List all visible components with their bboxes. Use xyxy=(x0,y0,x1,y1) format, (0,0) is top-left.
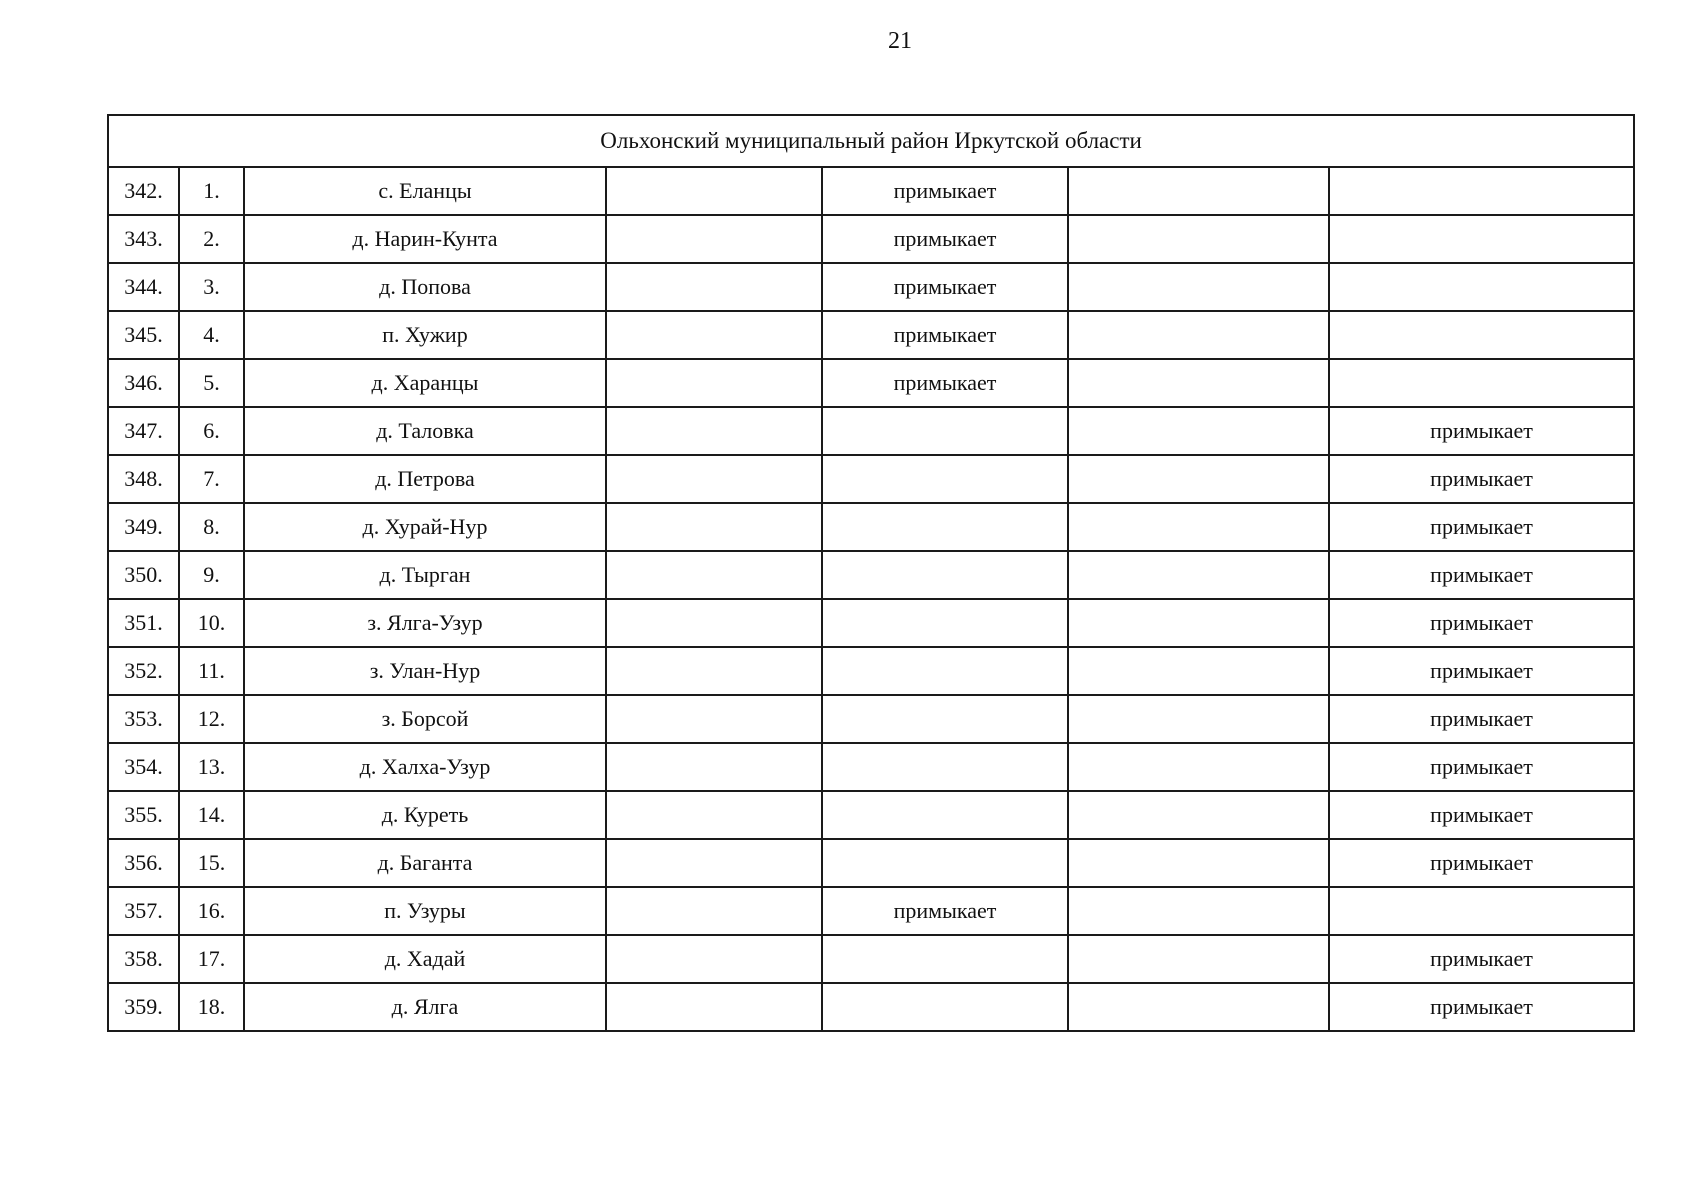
column-d-cell: примыкает xyxy=(1329,503,1634,551)
column-a-cell xyxy=(606,599,822,647)
column-a-cell xyxy=(606,503,822,551)
local-index-cell: 16. xyxy=(179,887,244,935)
settlement-name-cell: с. Еланцы xyxy=(244,167,606,215)
local-index-cell: 11. xyxy=(179,647,244,695)
local-index-cell: 10. xyxy=(179,599,244,647)
row-number-cell: 345. xyxy=(108,311,179,359)
table-row xyxy=(108,791,1634,839)
column-d-cell xyxy=(1329,263,1634,311)
column-c-cell xyxy=(1068,407,1329,455)
local-index-cell: 1. xyxy=(179,167,244,215)
column-d-cell: примыкает xyxy=(1329,791,1634,839)
local-index-cell: 5. xyxy=(179,359,244,407)
settlement-name-cell: з. Улан-Нур xyxy=(244,647,606,695)
settlements-table xyxy=(107,114,1635,1032)
row-number-cell: 352. xyxy=(108,647,179,695)
column-c-cell xyxy=(1068,695,1329,743)
column-a-cell xyxy=(606,359,822,407)
settlement-name-cell: д. Харанцы xyxy=(244,359,606,407)
local-index-cell: 9. xyxy=(179,551,244,599)
column-a-cell xyxy=(606,983,822,1031)
settlement-name-cell: д. Попова xyxy=(244,263,606,311)
table-row xyxy=(108,455,1634,503)
row-number-cell: 356. xyxy=(108,839,179,887)
column-d-cell: примыкает xyxy=(1329,983,1634,1031)
column-c-cell xyxy=(1068,455,1329,503)
table-row xyxy=(108,503,1634,551)
table-row xyxy=(108,647,1634,695)
column-d-cell: примыкает xyxy=(1329,743,1634,791)
column-a-cell xyxy=(606,455,822,503)
column-c-cell xyxy=(1068,167,1329,215)
local-index-cell: 2. xyxy=(179,215,244,263)
column-c-cell xyxy=(1068,359,1329,407)
row-number-cell: 346. xyxy=(108,359,179,407)
column-a-cell xyxy=(606,887,822,935)
column-c-cell xyxy=(1068,311,1329,359)
column-a-cell xyxy=(606,695,822,743)
column-b-cell xyxy=(822,935,1068,983)
column-b-cell: примыкает xyxy=(822,887,1068,935)
page-number: 21 xyxy=(888,28,912,54)
column-a-cell xyxy=(606,407,822,455)
column-a-cell xyxy=(606,167,822,215)
local-index-cell: 14. xyxy=(179,791,244,839)
column-d-cell xyxy=(1329,887,1634,935)
table-row xyxy=(108,743,1634,791)
row-number-cell: 350. xyxy=(108,551,179,599)
column-b-cell: примыкает xyxy=(822,311,1068,359)
table-row xyxy=(108,935,1634,983)
column-b-cell xyxy=(822,983,1068,1031)
row-number-cell: 342. xyxy=(108,167,179,215)
settlement-name-cell: д. Халха-Узур xyxy=(244,743,606,791)
table-row xyxy=(108,983,1634,1031)
column-c-cell xyxy=(1068,791,1329,839)
column-c-cell xyxy=(1068,935,1329,983)
row-number-cell: 358. xyxy=(108,935,179,983)
column-c-cell xyxy=(1068,503,1329,551)
column-a-cell xyxy=(606,263,822,311)
column-b-cell: примыкает xyxy=(822,359,1068,407)
local-index-cell: 3. xyxy=(179,263,244,311)
local-index-cell: 17. xyxy=(179,935,244,983)
column-a-cell xyxy=(606,311,822,359)
column-b-cell xyxy=(822,695,1068,743)
column-a-cell xyxy=(606,839,822,887)
section-header-row xyxy=(108,115,1634,167)
column-d-cell: примыкает xyxy=(1329,839,1634,887)
row-number-cell: 355. xyxy=(108,791,179,839)
table-row xyxy=(108,215,1634,263)
column-b-cell: примыкает xyxy=(822,215,1068,263)
column-d-cell: примыкает xyxy=(1329,935,1634,983)
local-index-cell: 6. xyxy=(179,407,244,455)
table-row xyxy=(108,407,1634,455)
local-index-cell: 12. xyxy=(179,695,244,743)
table-row xyxy=(108,551,1634,599)
column-c-cell xyxy=(1068,551,1329,599)
table-row xyxy=(108,167,1634,215)
settlement-name-cell: з. Ялга-Узур xyxy=(244,599,606,647)
row-number-cell: 348. xyxy=(108,455,179,503)
local-index-cell: 4. xyxy=(179,311,244,359)
settlement-name-cell: д. Хадай xyxy=(244,935,606,983)
local-index-cell: 8. xyxy=(179,503,244,551)
column-d-cell: примыкает xyxy=(1329,695,1634,743)
column-d-cell xyxy=(1329,311,1634,359)
column-b-cell xyxy=(822,551,1068,599)
column-c-cell xyxy=(1068,743,1329,791)
column-c-cell xyxy=(1068,263,1329,311)
settlement-name-cell: д. Тырган xyxy=(244,551,606,599)
row-number-cell: 347. xyxy=(108,407,179,455)
settlement-name-cell: п. Хужир xyxy=(244,311,606,359)
column-b-cell xyxy=(822,407,1068,455)
column-d-cell xyxy=(1329,359,1634,407)
settlement-name-cell: д. Нарин-Кунта xyxy=(244,215,606,263)
row-number-cell: 349. xyxy=(108,503,179,551)
column-d-cell xyxy=(1329,215,1634,263)
local-index-cell: 13. xyxy=(179,743,244,791)
column-d-cell: примыкает xyxy=(1329,407,1634,455)
settlement-name-cell: д. Хурай-Нур xyxy=(244,503,606,551)
column-d-cell: примыкает xyxy=(1329,551,1634,599)
column-a-cell xyxy=(606,743,822,791)
table-row xyxy=(108,887,1634,935)
column-a-cell xyxy=(606,215,822,263)
column-b-cell xyxy=(822,791,1068,839)
column-d-cell: примыкает xyxy=(1329,647,1634,695)
table-row xyxy=(108,311,1634,359)
row-number-cell: 344. xyxy=(108,263,179,311)
column-c-cell xyxy=(1068,983,1329,1031)
column-a-cell xyxy=(606,551,822,599)
column-c-cell xyxy=(1068,887,1329,935)
table-row xyxy=(108,839,1634,887)
column-d-cell: примыкает xyxy=(1329,599,1634,647)
column-b-cell xyxy=(822,839,1068,887)
table-row xyxy=(108,695,1634,743)
settlement-name-cell: з. Борсой xyxy=(244,695,606,743)
section-title: Ольхонский муниципальный район Иркутской области xyxy=(108,115,1634,167)
settlement-name-cell: д. Баганта xyxy=(244,839,606,887)
column-b-cell xyxy=(822,647,1068,695)
local-index-cell: 18. xyxy=(179,983,244,1031)
column-a-cell xyxy=(606,791,822,839)
column-d-cell: примыкает xyxy=(1329,455,1634,503)
row-number-cell: 359. xyxy=(108,983,179,1031)
table-row xyxy=(108,599,1634,647)
settlement-name-cell: п. Узуры xyxy=(244,887,606,935)
column-b-cell xyxy=(822,599,1068,647)
settlement-name-cell: д. Ялга xyxy=(244,983,606,1031)
column-c-cell xyxy=(1068,599,1329,647)
column-b-cell xyxy=(822,503,1068,551)
settlement-name-cell: д. Петрова xyxy=(244,455,606,503)
column-a-cell xyxy=(606,935,822,983)
row-number-cell: 343. xyxy=(108,215,179,263)
row-number-cell: 354. xyxy=(108,743,179,791)
local-index-cell: 15. xyxy=(179,839,244,887)
table-body xyxy=(108,115,1634,1031)
column-b-cell: примыкает xyxy=(822,263,1068,311)
settlement-name-cell: д. Куреть xyxy=(244,791,606,839)
column-b-cell xyxy=(822,455,1068,503)
column-b-cell: примыкает xyxy=(822,167,1068,215)
table-row xyxy=(108,359,1634,407)
column-c-cell xyxy=(1068,839,1329,887)
column-b-cell xyxy=(822,743,1068,791)
column-a-cell xyxy=(606,647,822,695)
column-d-cell xyxy=(1329,167,1634,215)
column-c-cell xyxy=(1068,215,1329,263)
table-row xyxy=(108,263,1634,311)
local-index-cell: 7. xyxy=(179,455,244,503)
row-number-cell: 353. xyxy=(108,695,179,743)
settlement-name-cell: д. Таловка xyxy=(244,407,606,455)
column-c-cell xyxy=(1068,647,1329,695)
row-number-cell: 357. xyxy=(108,887,179,935)
row-number-cell: 351. xyxy=(108,599,179,647)
